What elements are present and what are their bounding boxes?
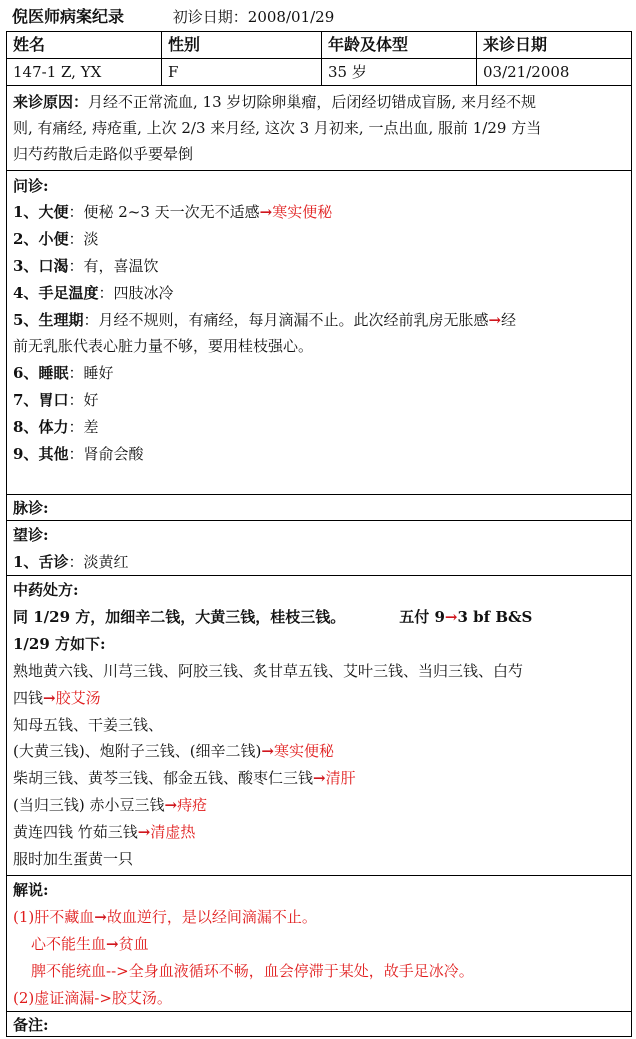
inquiry-item-7: 7、胃口：好 [13,391,99,409]
arrow-icon: → [259,203,273,221]
herbs-line-7: 黄连四钱 竹茹三钱→清虚热 [13,823,196,841]
prescription-sub-label: 1/29 方如下: [13,635,106,653]
inquiry-item-9: 9、其他：肾俞会酸 [13,445,144,463]
notes-label: 备注: [13,1016,49,1034]
inquiry-item-4: 4、手足温度：四肢冰冷 [13,284,174,302]
info-header-row [7,32,631,59]
inquiry-item-5: 5、生理期：月经不规则，有痛经，每月滴漏不止。此次经前乳房无胀感→经 [13,311,517,329]
arrow-icon: → [94,908,107,926]
herbs-line-8: 服时加生蛋黄一只 [13,850,134,868]
record-title: 倪医师病案纪录 [12,7,125,26]
explanation-section [7,876,631,1012]
inquiry-item-6: 6、睡眠：睡好 [13,364,114,382]
arrow-icon: → [106,935,119,953]
inquiry-item-1: 1、大便：便秘 2~3 天一次无不适感→寒实便秘 [13,203,333,221]
tongue-diagnosis: 1、舌诊：淡黄红 [13,553,129,571]
reason-line-3: 归芍药散后走路似乎要晕倒 [13,145,194,163]
pulse-section [7,495,631,521]
header-name: 姓名 [7,32,162,58]
patient-name: 147-1 Z, YX [7,59,162,85]
visit-date: 03/21/2008 [483,63,570,81]
herbs-line-2: 四钱→胶艾汤 [13,689,101,707]
herbs-line-3: 知母五钱、干姜三钱、 [13,716,164,734]
arrow-icon: → [313,769,326,787]
explanation-label: 解说: [13,881,49,899]
page-header [12,6,334,28]
reason-section [7,86,631,171]
prescription-main: 同 1/29 方，加细辛二钱，大黄三钱，桂枝三钱。 五付 9→3 bf B&S [13,608,533,626]
reason-line-2: 则, 有痛经, 痔疮重, 上次 2/3 来月经, 这次 3 月初来, 一点出血, 服前 1/29 方当 [13,119,542,137]
reason-line-1: 来诊原因：月经不正常流血, 13 岁切除卵巢瘤，后闭经切错成盲肠, 来月经不规 [13,93,536,111]
patient-gender: F [162,59,322,85]
inquiry-item-5-cont: 前无乳胀代表心脏力量不够，要用桂枝强心。 [13,337,314,355]
inquiry-item-8: 8、体力：差 [13,418,99,436]
case-record-sheet [6,31,632,1037]
header-gender: 性别 [162,32,322,58]
header-age: 年龄及体型 [322,32,477,58]
prescription-label: 中药处方: [13,581,79,599]
inquiry-label: 问诊: [13,177,49,195]
arrow-icon: → [137,823,151,841]
herbs-line-4: (大黄三钱)、炮附子三钱、(细辛二钱)→寒实便秘 [13,742,335,760]
arrow-icon: → [444,608,458,626]
arrow-icon: → [164,796,178,814]
explanation-line-3: 脾不能统血-->全身血液循环不畅，血会停滞于某处，故手足冰冷。 [31,962,474,980]
inquiry-item-2: 2、小便：淡 [13,230,99,248]
notes-section [7,1012,631,1038]
herbs-line-5: 柴胡三钱、黄芩三钱、郁金五钱、酸枣仁三钱→清肝 [13,769,356,787]
arrow-icon: → [261,742,274,760]
prescription-section [7,576,631,876]
reason-label: 来诊原因： [13,93,89,111]
inquiry-section [7,171,631,495]
arrow-icon: → [488,311,502,329]
explanation-line-4: (2)虚证滴漏->胶艾汤。 [13,989,172,1007]
info-value-row [7,59,631,86]
explanation-line-2: 心不能生血→贫血 [31,935,149,953]
first-visit-date: 初诊日期：2008/01/29 [172,8,335,26]
pulse-label: 脉诊: [13,499,49,517]
herbs-line-6: (当归三钱) 赤小豆三钱→痔疮 [13,796,208,814]
inspection-label: 望诊: [13,526,49,544]
inquiry-item-3: 3、口渴：有，喜温饮 [13,257,159,275]
inspection-section [7,521,631,576]
herbs-line-1: 熟地黄六钱、川芎三钱、阿胶三钱、炙甘草五钱、艾叶三钱、当归三钱、白芍 [13,662,524,680]
header-visit-date: 来诊日期 [483,35,548,54]
patient-age: 35 岁 [322,59,477,85]
arrow-icon: → [43,689,56,707]
explanation-line-1: (1)肝不藏血→故血逆行，是以经间滴漏不止。 [13,908,317,926]
